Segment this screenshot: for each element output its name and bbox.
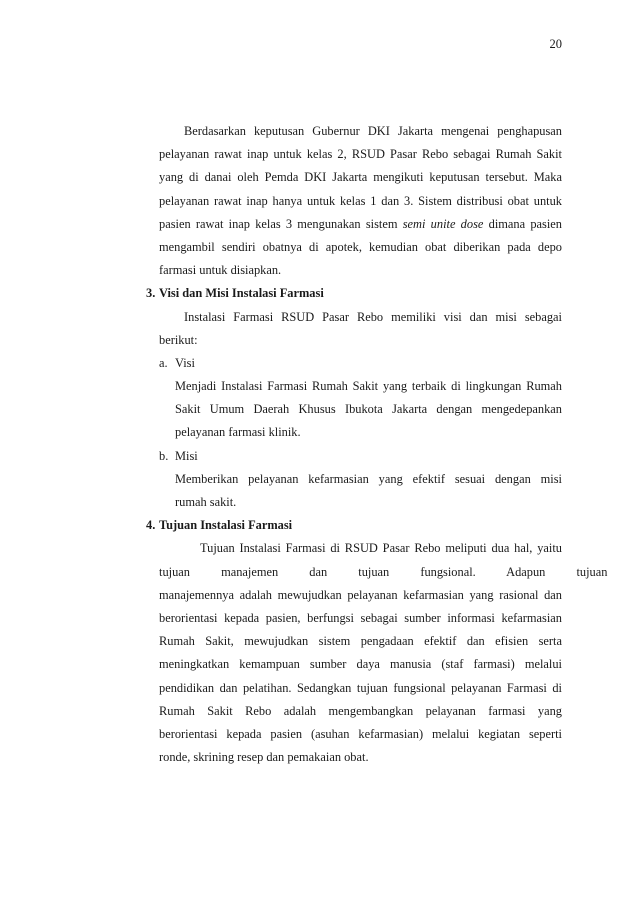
paragraph-line: Tujuan Instalasi Farmasi di RSUD Pasar Rebo meliputi dua hal, yaitu — [200, 541, 562, 556]
section-heading — [146, 282, 562, 305]
paragraph-line: pelayanan rawat inap untuk kelas 2, RSUD Pasar Rebo sebagai Rumah Sakit — [159, 147, 562, 162]
paragraph-line: farmasi untuk disiapkan. — [159, 263, 282, 278]
paragraph-line: berorientasi kepada pasien (asuhan kefarmasian) melalui kegiatan seperti — [159, 726, 562, 741]
list-letter: a. — [159, 355, 168, 370]
paragraph-line: Sakit Umum Daerah Khusus Ibukota Jakarta dengan mengedepankan — [175, 402, 562, 417]
paragraph-line: Rumah Sakit, mewujudkan sistem pengadaan efektif dan efisien serta — [159, 634, 562, 649]
section-heading — [146, 514, 562, 537]
section-title: Visi dan Misi Instalasi Farmasi — [159, 286, 324, 301]
paragraph-line: pelayanan farmasi klinik. — [175, 425, 301, 440]
page-number: 20 — [549, 37, 562, 51]
paragraph-line: Berdasarkan keputusan Gubernur DKI Jakarta mengenai penghapusan — [184, 124, 562, 138]
paragraph-line: Rumah Sakit Rebo adalah mengembangkan pelayanan farmasi yang — [159, 703, 562, 718]
emphasis-text: semi unite dose — [402, 216, 484, 231]
text-run: pasien rawat inap kelas 3 mengunakan sistem — [159, 216, 403, 231]
section-number: 4. — [146, 518, 156, 533]
document-body — [146, 120, 608, 769]
paragraph-line: pendidikan dan pelatihan. Sedangkan tujuan fungsional pelayanan Farmasi di — [159, 680, 562, 695]
paragraph-line: meningkatkan kemampuan sumber daya manusia (staf farmasi) melalui — [159, 657, 562, 672]
paragraph-line: tujuan manajemen dan tujuan fungsional. Adapun tujuan — [159, 564, 608, 579]
list-item-label — [146, 445, 562, 468]
paragraph-line: berikut: — [159, 332, 198, 347]
list-letter: b. — [159, 448, 169, 463]
text-run: dimana pasien — [483, 216, 562, 231]
paragraph-line: rumah sakit. — [175, 495, 237, 509]
paragraph-line: mengambil sendiri obatnya di apotek, kemudian obat diberikan pada depo — [159, 239, 562, 254]
paragraph-line — [146, 213, 562, 236]
paragraph-line: ronde, skrining resep dan pemakaian obat. — [159, 750, 369, 765]
section-title: Tujuan Instalasi Farmasi — [159, 518, 293, 533]
paragraph-line: Memberikan pelayanan kefarmasian yang efektif sesuai dengan misi — [175, 471, 562, 486]
paragraph-line: manajemennya adalah mewujudkan pelayanan kefarmasian yang rasional dan — [159, 587, 562, 602]
section-number: 3. — [146, 286, 156, 301]
paragraph-line: berorientasi kepada pasien, berfungsi sebagai sumber informasi kefarmasian — [159, 610, 562, 625]
paragraph-line: yang di danai oleh Pemda DKI Jakarta mengikuti keputusan tersebut. Maka — [159, 170, 562, 185]
list-label: Visi — [175, 355, 195, 370]
paragraph-line: Instalasi Farmasi RSUD Pasar Rebo memiliki visi dan misi sebagai — [184, 309, 562, 324]
list-item-label — [146, 352, 562, 375]
list-label: Misi — [175, 448, 198, 463]
paragraph-line: pelayanan rawat inap hanya untuk kelas 1 dan 3. Sistem distribusi obat untuk — [159, 193, 562, 208]
paragraph-line: Menjadi Instalasi Farmasi Rumah Sakit yang terbaik di lingkungan Rumah — [175, 379, 562, 394]
